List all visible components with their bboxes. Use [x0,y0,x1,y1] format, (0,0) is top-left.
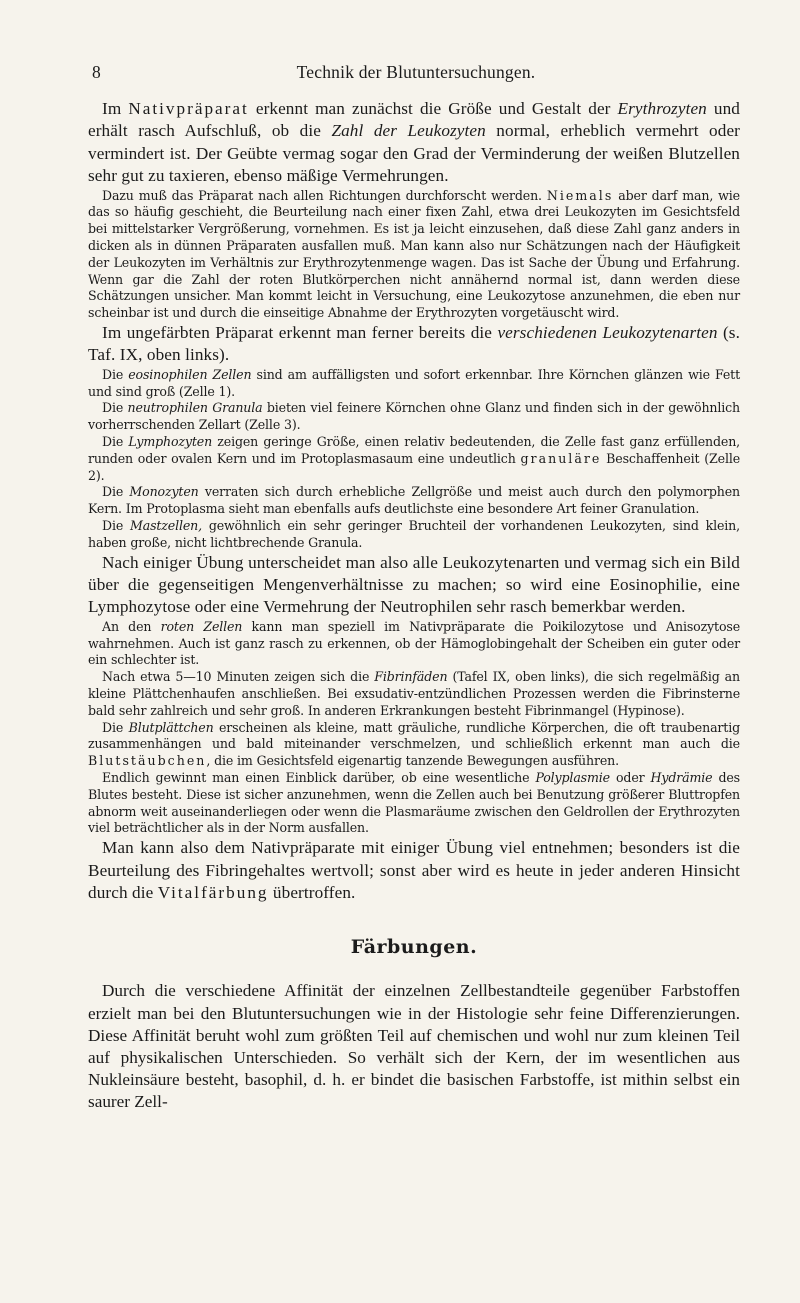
section-heading: Färbungen. [350,936,478,959]
paragraph-fazit: Man kann also dem Nativpräparate mit einiger Übung viel entnehmen; besonders ist die Beurteilung des Fibringehaltes wertvoll; sonst aber wird es heute in jeder anderen Hinsicht durch die Vitalfärbung übertroffen. [88,838,740,902]
page-body [88,98,740,1114]
paragraph-uebung: Nach einiger Übung unterscheidet man also alle Leukozytenarten und vermag sich ein Bild über die gegenseitigen Mengenverhältnisse zu machen; so wird eine Eosinophilie, eine Lymphozytose oder eine Vermehrung der Neutrophilen sehr rasch bemerkbar werden. [88,552,740,617]
paragraph-lymphozyten: Die Lymphozyten zeigen geringe Größe, einen relativ bedeutenden, die Zelle fast ganz erfüllenden, runden oder ovalen Kern und im Protoplasmasaum eine undeutlich granuläre Beschaffenheit (Zelle 2). [88,434,741,483]
paragraph-blutplaettchen: Die Blutplättchen erscheinen als kleine, matt gräuliche, rundliche Körperchen, die oft traubenartig zusammenhängen und bald miteinander verschmelzen, und schließlich erkennt man auch die Blutstäubchen, die im Gesichtsfeld eigenartig tanzende Bewegungen ausführen. [88,719,740,769]
page-header [92,62,740,86]
paragraph-ungefaerbt: Im ungefärbten Präparat erkennt man ferner bereits die verschiedenen Leukozytenarten (s. Taf. IX, oben links). [88,323,740,365]
paragraph-polyplasmie: Endlich gewinnt man einen Einblick darüber, ob eine wesentliche Polyplasmie oder Hydrämie des Blutes besteht. Diese ist sicher anzunehmen, wenn die Zellen auch bei Benutzung größerer Bluttropfen abnorm weit auseinanderliegen oder wenn die Plasmaräume zwischen den Geldrollen der Erythrozyten viel beträchtlicher als in der Norm ausfallen. [88,769,740,836]
paragraph-eosinophile: Die eosinophilen Zellen sind am auffälligsten und sofort erkennbar. Ihre Körnchen glänzen wie Fett und sind groß (Zelle 1). [88,366,740,399]
paragraph-faerbungen: Durch die verschiedene Affinität der einzelnen Zellbestandteile gegenüber Farbstoffen erzielt man bei den Blutuntersuchungen wie in der Histologie sehr feine Differenzierungen. Diese Affinität beruht wohl zum größten Teil auf chemischen und wohl nur zum kleinen Teil auf physikalischen Unterschieden. So verhält sich der Kern, der im wesentlichen aus Nukleinsäure besteht, basophil, d. h. er bindet die basischen Farbstoffe, ist mithin selbst ein saurer Zell- [88,981,740,1112]
paragraph-rote-zellen: An den roten Zellen kann man speziell im Nativpräparate die Poikilozytose und Anisozytose wahrnehmen. Auch ist ganz rasch zu erkennen, ob der Hämoglobingehalt der Scheiben ein guter oder ein schlechter ist. [88,618,740,668]
paragraph-nativpraeparat: Im Nativpräparat erkennt man zunächst die Größe und Gestalt der Erythrozyten und erhält rasch Aufschluß, ob die Zahl der Leukozyten normal, erheblich vermehrt oder vermindert ist. Der Geübte vermag sogar den Grad der Verminderung der weißen Blutzellen sehr gut zu taxieren, ebenso mäßige Vermehrungen. [88,99,741,186]
page-number: 8 [92,62,101,82]
paragraph-neutrophile: Die neutrophilen Granula bieten viel feinere Körnchen ohne Glanz und finden sich in der gewöhnlich vorherrschenden Zellart (Zelle 3). [88,400,741,433]
running-title: Technik der Blutuntersuchungen. [296,62,536,82]
paragraph-schaetzung: Dazu muß das Präparat nach allen Richtungen durchforscht werden. Niemals aber darf man, wie das so häufig geschieht, die Beurteilung nach einer fixen Zahl, etwa drei Leukozyten im Gesichtsfeld bei mittelstarker Vergrößerung, vornehmen. Es ist ja leicht einzusehen, daß diese Zahl ganz anders in dicken als in dünnen Präparaten ausfallen muß. Man kann also nur Schätzungen nach der Häufigkeit der Leukozyten im Verhältnis zur Erythrozytenmenge wagen. Das ist Sache der Übung und Erfahrung. Wenn gar die Zahl der roten Blutkörperchen nicht annähernd normal ist, dann werden diese Schätzungen unsicher. Man kommt leicht in Versuchung, eine Leukozytose anzunehmen, die eben nur scheinbar ist und durch die einseitige Abnahme der Erythrozyten vorgetäuscht wird. [88,187,740,321]
paragraph-fibrinfaeden: Nach etwa 5—10 Minuten zeigen sich die Fibrinfäden (Tafel IX, oben links), die sich regelmäßig an kleine Plättchenhaufen anschließen. Bei exsudativ-entzündlichen Prozessen werden die Fibrinsterne bald sehr zahlreich und sehr groß. In anderen Erkrankungen besteht Fibrinmangel (Hypinose). [88,669,740,718]
paragraph-monozyten: Die Monozyten verraten sich durch erhebliche Zellgröße und meist auch durch den polymorphen Kern. Im Protoplasma sieht man ebenfalls aufs deutlichste eine besondere Art feiner Granulation. [88,484,740,517]
paragraph-mastzellen: Die Mastzellen, gewöhnlich ein sehr geringer Bruchteil der vorhandenen Leukozyten, sind klein, haben große, nicht lichtbrechende Granula. [88,517,741,550]
